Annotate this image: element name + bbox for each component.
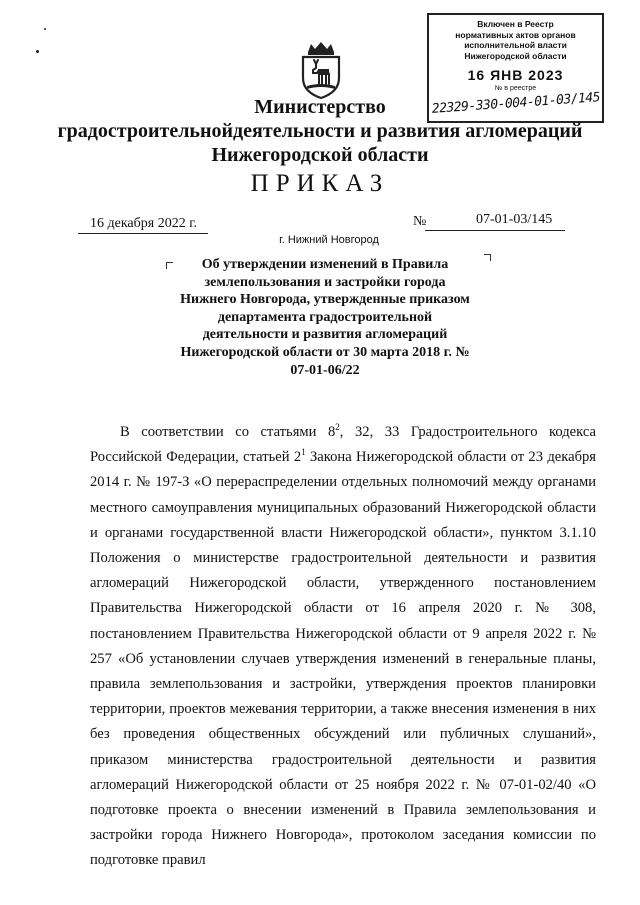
order-number: 07-01-03/145 bbox=[476, 212, 553, 227]
title-corner-right bbox=[484, 254, 491, 261]
coat-of-arms-icon bbox=[296, 40, 346, 100]
scan-speck bbox=[36, 50, 39, 53]
body-text-a: В соответствии со статьями 8 bbox=[120, 424, 336, 440]
document-type: ПРИКАЗ bbox=[250, 170, 390, 197]
stamp-line-1: Включен в Реестр bbox=[477, 19, 554, 29]
stamp-line-2: нормативных актов органов bbox=[455, 29, 576, 40]
body-text-c: Закона Нижегородской области от 23 декабря 2014 г. № 197-З «О перераспределении отдельных полномочий между органами местного самоуправления муниципальных образований Нижегородской области и органами государственной власти Нижегородской области», пунктом 3.1.10 Положения о министерстве градостроительной деятельности и развития агломераций Нижегородской области, утвержденного постановлением Правительства Нижегородской области от 16 апреля 2020 г. № 308, постановлением Правительства Нижегородской области от 9 апреля 2022 г. № 257 «Об установлении случаев утверждения изменений в генеральные планы, правила землепользования и застройки, утверждения проектов планировки территории, проектов межевания территории, а также внесения изменения в них без проведения общественных обсуждений или публичных слушаний», приказом министерства градостроительной деятельности и развития агломераций Нижегородской области от 25 ноября 2022 г. № 07-01-02/40 «О подготовке проекта о внесении изменений в Правила землепользования и застройки города Нижнего Новгорода», протоколом заседания комиссии по подготовке правил bbox=[90, 449, 596, 869]
city: г. Нижний Новгород bbox=[279, 234, 379, 246]
order-date: 16 декабря 2022 г. bbox=[90, 216, 197, 231]
order-number-label: № bbox=[413, 214, 427, 229]
stamp-line-3: исполнительной власти bbox=[464, 40, 567, 50]
number-underline bbox=[425, 230, 565, 231]
stamp-date: 16 ЯНВ 2023 bbox=[467, 67, 564, 83]
stamp-registry-number: 22329-330-004-01-03/145 bbox=[431, 90, 601, 117]
stamp-line-4: Нижегородской области bbox=[464, 50, 567, 61]
superscript-2: 1 bbox=[301, 447, 306, 458]
order-body bbox=[90, 420, 596, 874]
stamp-registry-label: № в реестре bbox=[494, 85, 537, 92]
ministry-name-line-1: Министерство bbox=[254, 96, 386, 118]
superscript-1: 2 bbox=[335, 422, 340, 433]
title-corner-left bbox=[166, 262, 173, 269]
scan-speck bbox=[44, 28, 46, 30]
body-paragraph bbox=[90, 420, 596, 874]
ministry-name-line-2: градостроительнойдеятельности и развития агломераций bbox=[57, 120, 583, 142]
ministry-name-line-3: Нижегородской области bbox=[211, 144, 429, 166]
body-text-b: , 32, 33 Градостроительного кодекса Российской Федерации, статьей 2 bbox=[90, 424, 596, 466]
order-title: Об утверждении изменений в Правила землепользования и застройки города Нижнего Новгорода, утвержденные приказом департамента градостроительной деятельности и развития агломераций Нижегородской области от 30 марта 2018 г. № 07-01-06/22 bbox=[180, 257, 470, 378]
